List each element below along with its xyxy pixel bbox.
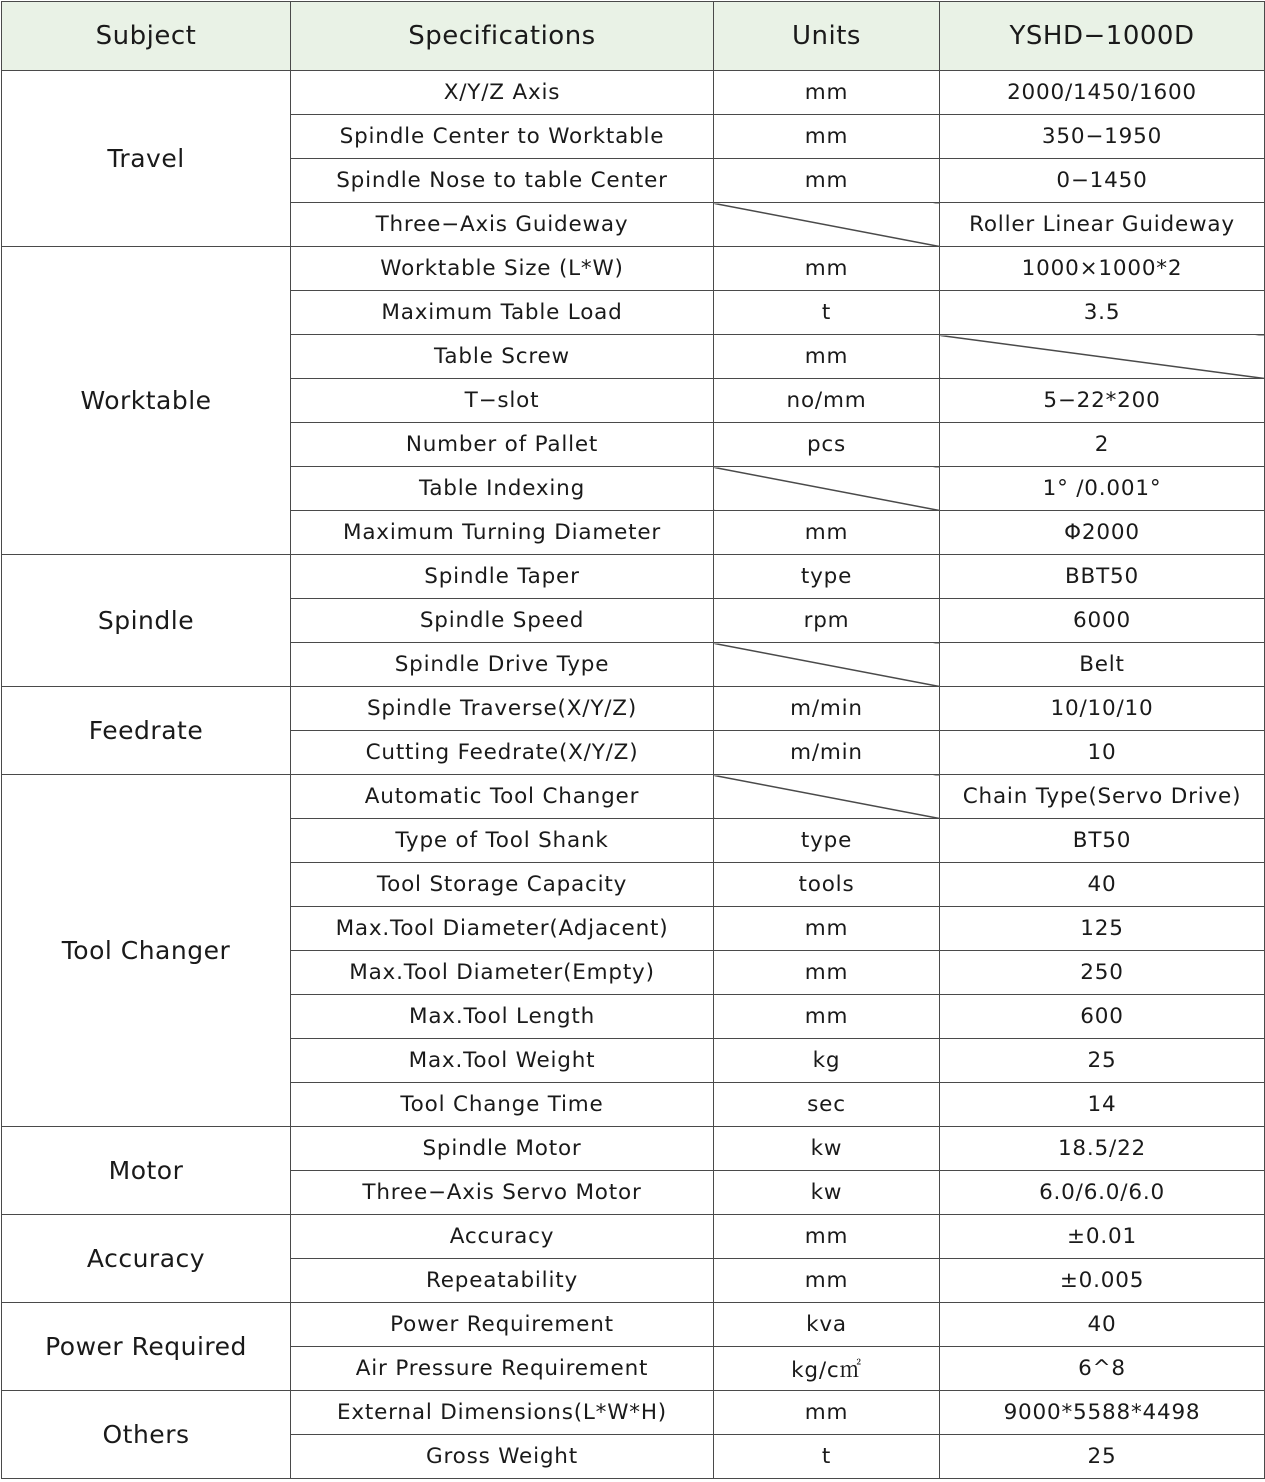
header-units: Units (714, 2, 940, 71)
empty-value-cell (940, 335, 1265, 379)
value-cell: 9000*5588*4498 (940, 1391, 1265, 1435)
table-row (2, 1127, 1265, 1171)
value-cell: Φ2000 (940, 511, 1265, 555)
value-cell: 6.0/6.0/6.0 (940, 1171, 1265, 1215)
empty-unit-cell (714, 643, 940, 687)
unit-cell: m/min (714, 687, 940, 731)
unit-cell: kg/c㎡ (714, 1347, 940, 1391)
unit-cell: mm (714, 335, 940, 379)
spec-name-cell: Max.Tool Diameter(Adjacent) (291, 907, 714, 951)
unit-cell: kva (714, 1303, 940, 1347)
spec-name-cell: Cutting Feedrate(X/Y/Z) (291, 731, 714, 775)
unit-cell: t (714, 1435, 940, 1479)
group-label: Accuracy (2, 1215, 291, 1303)
header-specifications: Specifications (291, 2, 714, 71)
unit-cell: mm (714, 159, 940, 203)
spec-name-cell: Table Screw (291, 335, 714, 379)
value-cell: 6^8 (940, 1347, 1265, 1391)
unit-cell: mm (714, 951, 940, 995)
spec-name-cell: Number of Pallet (291, 423, 714, 467)
group-label: Spindle (2, 555, 291, 687)
spec-name-cell: Maximum Table Load (291, 291, 714, 335)
unit-cell: mm (714, 995, 940, 1039)
group-label: Travel (2, 71, 291, 247)
spec-name-cell: Spindle Speed (291, 599, 714, 643)
table-row (2, 247, 1265, 291)
value-cell: Chain Type(Servo Drive) (940, 775, 1265, 819)
group-label: Power Required (2, 1303, 291, 1391)
group-label: Motor (2, 1127, 291, 1215)
value-cell: 2 (940, 423, 1265, 467)
value-cell: 2000/1450/1600 (940, 71, 1265, 115)
spec-name-cell: Max.Tool Length (291, 995, 714, 1039)
value-cell: BT50 (940, 819, 1265, 863)
spec-name-cell: Spindle Nose to table Center (291, 159, 714, 203)
empty-unit-cell (714, 775, 940, 819)
group-label: Worktable (2, 247, 291, 555)
spec-name-cell: Spindle Center to Worktable (291, 115, 714, 159)
spec-name-cell: Three−Axis Servo Motor (291, 1171, 714, 1215)
value-cell: 10/10/10 (940, 687, 1265, 731)
spec-name-cell: Gross Weight (291, 1435, 714, 1479)
value-cell: Roller Linear Guideway (940, 203, 1265, 247)
header-model: YSHD−1000D (940, 2, 1265, 71)
spec-name-cell: Spindle Traverse(X/Y/Z) (291, 687, 714, 731)
table-row (2, 1303, 1265, 1347)
unit-cell: rpm (714, 599, 940, 643)
group-label: Feedrate (2, 687, 291, 775)
spec-name-cell: Maximum Turning Diameter (291, 511, 714, 555)
specification-table (1, 1, 1265, 1479)
table-row (2, 555, 1265, 599)
unit-cell: t (714, 291, 940, 335)
value-cell: 0−1450 (940, 159, 1265, 203)
value-cell: 5−22*200 (940, 379, 1265, 423)
spec-name-cell: Spindle Drive Type (291, 643, 714, 687)
unit-cell: type (714, 555, 940, 599)
unit-cell: mm (714, 907, 940, 951)
group-label: Tool Changer (2, 775, 291, 1127)
table-row (2, 687, 1265, 731)
spec-name-cell: Type of Tool Shank (291, 819, 714, 863)
spec-name-cell: External Dimensions(L*W*H) (291, 1391, 714, 1435)
spec-name-cell: Power Requirement (291, 1303, 714, 1347)
value-cell: 125 (940, 907, 1265, 951)
unit-cell: mm (714, 511, 940, 555)
header-subject: Subject (2, 2, 291, 71)
table-row (2, 775, 1265, 819)
value-cell: BBT50 (940, 555, 1265, 599)
spec-name-cell: Tool Change Time (291, 1083, 714, 1127)
value-cell: ±0.005 (940, 1259, 1265, 1303)
value-cell: 3.5 (940, 291, 1265, 335)
spec-name-cell: Automatic Tool Changer (291, 775, 714, 819)
spec-name-cell: Accuracy (291, 1215, 714, 1259)
empty-unit-cell (714, 203, 940, 247)
unit-cell: tools (714, 863, 940, 907)
spec-name-cell: Spindle Motor (291, 1127, 714, 1171)
table-row (2, 71, 1265, 115)
value-cell: 18.5/22 (940, 1127, 1265, 1171)
value-cell: 14 (940, 1083, 1265, 1127)
spec-name-cell: Tool Storage Capacity (291, 863, 714, 907)
unit-cell: pcs (714, 423, 940, 467)
unit-cell: mm (714, 115, 940, 159)
value-cell: 10 (940, 731, 1265, 775)
value-cell: 25 (940, 1039, 1265, 1083)
header-row (2, 2, 1265, 71)
unit-cell: kw (714, 1127, 940, 1171)
table-header (2, 2, 1265, 71)
spec-name-cell: Repeatability (291, 1259, 714, 1303)
unit-cell: kw (714, 1171, 940, 1215)
spec-name-cell: T−slot (291, 379, 714, 423)
value-cell: 1° /0.001° (940, 467, 1265, 511)
value-cell: 40 (940, 863, 1265, 907)
unit-cell: m/min (714, 731, 940, 775)
spec-name-cell: Worktable Size (L*W) (291, 247, 714, 291)
value-cell: Belt (940, 643, 1265, 687)
unit-cell: mm (714, 1215, 940, 1259)
empty-unit-cell (714, 467, 940, 511)
spec-name-cell: Max.Tool Weight (291, 1039, 714, 1083)
value-cell: 40 (940, 1303, 1265, 1347)
unit-cell: mm (714, 71, 940, 115)
unit-cell: mm (714, 247, 940, 291)
unit-cell: no/mm (714, 379, 940, 423)
spec-name-cell: Max.Tool Diameter(Empty) (291, 951, 714, 995)
group-label: Others (2, 1391, 291, 1479)
value-cell: 25 (940, 1435, 1265, 1479)
value-cell: 250 (940, 951, 1265, 995)
value-cell: 1000×1000*2 (940, 247, 1265, 291)
value-cell: 600 (940, 995, 1265, 1039)
value-cell: 350−1950 (940, 115, 1265, 159)
spec-name-cell: Spindle Taper (291, 555, 714, 599)
value-cell: 6000 (940, 599, 1265, 643)
unit-cell: mm (714, 1259, 940, 1303)
table-body (2, 71, 1265, 1479)
table-row (2, 1391, 1265, 1435)
spec-name-cell: Table Indexing (291, 467, 714, 511)
spec-name-cell: Air Pressure Requirement (291, 1347, 714, 1391)
unit-cell: sec (714, 1083, 940, 1127)
spec-name-cell: Three−Axis Guideway (291, 203, 714, 247)
unit-cell: kg (714, 1039, 940, 1083)
table-row (2, 1215, 1265, 1259)
spec-name-cell: X/Y/Z Axis (291, 71, 714, 115)
unit-cell: type (714, 819, 940, 863)
value-cell: ±0.01 (940, 1215, 1265, 1259)
unit-cell: mm (714, 1391, 940, 1435)
